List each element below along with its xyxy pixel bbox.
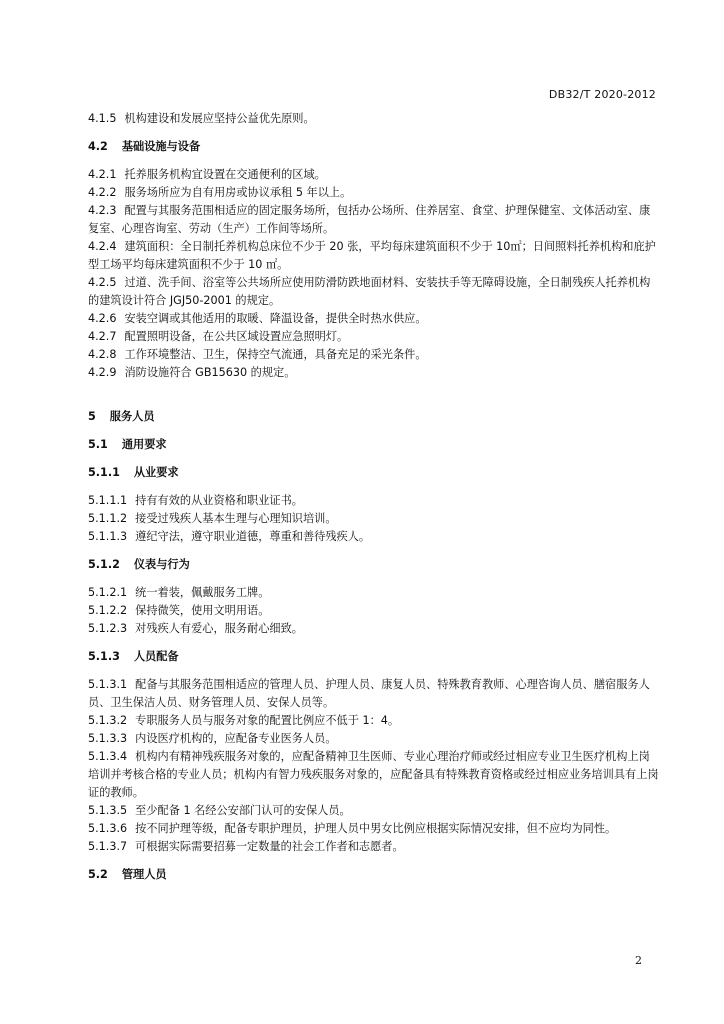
clause-text: 基础设施与设备 xyxy=(121,140,201,153)
clause-paragraph xyxy=(88,346,660,364)
clause-paragraph xyxy=(88,310,660,328)
section-heading xyxy=(88,464,660,482)
clause-text: 机构建设和发展应坚持公益优先原则。 xyxy=(124,112,315,125)
clause-text: 按不同护理等级，配备专职护理员，护理人员中男女比例应根据实际情况安排，但不应均为同性。 xyxy=(135,822,617,835)
clause-paragraph xyxy=(88,676,660,712)
clause-number: 5.2 xyxy=(88,868,108,881)
clause-text: 服务场所应为自有用房或协议承租 5 年以上。 xyxy=(124,186,352,199)
section-heading xyxy=(88,138,660,156)
clause-number: 5 xyxy=(88,410,96,423)
clause-number: 5.1.1.2 xyxy=(88,512,128,525)
standard-code-header: DB32/T 2020-2012 xyxy=(548,88,656,101)
clause-text: 工作环境整洁、卫生，保持空气流通，具备充足的采光条件。 xyxy=(124,348,427,361)
clause-text: 仪表与行为 xyxy=(133,558,190,571)
clause-text: 通用要求 xyxy=(121,438,167,451)
section-heading xyxy=(88,866,660,884)
clause-paragraph xyxy=(88,274,660,310)
clause-number: 4.2.1 xyxy=(88,168,117,181)
clause-paragraph xyxy=(88,110,660,128)
clause-text: 专职服务人员与服务对象的配置比例应不低于 1：4。 xyxy=(135,714,400,727)
clause-paragraph xyxy=(88,730,660,748)
clause-paragraph xyxy=(88,492,660,510)
clause-number: 5.1.3.3 xyxy=(88,732,128,745)
chapter-heading xyxy=(88,408,660,426)
clause-text: 可根据实际需要招募一定数量的社会工作者和志愿者。 xyxy=(135,840,404,853)
clause-text: 过道、洗手间、浴室等公共场所应使用防滑防跌地面材料、安装扶手等无障碍设施，全日制残疾人托养机构的建筑设计符合 JGJ50-2001 的规定。 xyxy=(88,276,651,307)
clause-number: 5.1.3.1 xyxy=(88,678,128,691)
clause-paragraph xyxy=(88,510,660,528)
clause-text: 对残疾人有爱心，服务耐心细致。 xyxy=(135,622,303,635)
clause-text: 机构内有精神残疾服务对象的，应配备精神卫生医师、专业心理治疗师或经过相应专业卫生医疗机构上岗培训并考核合格的专业人员；机构内有智力残疾服务对象的，应配备具有特殊教育资格或经过相应业务培训具有上岗证的教师。 xyxy=(88,750,659,799)
clause-text: 安装空调或其他适用的取暖、降温设备，提供全时热水供应。 xyxy=(124,312,427,325)
clause-number: 5.1.3.6 xyxy=(88,822,128,835)
clause-paragraph xyxy=(88,712,660,730)
clause-text: 服务人员 xyxy=(109,410,155,423)
clause-text: 统一着装，佩戴服务工牌。 xyxy=(135,586,270,599)
clause-number: 5.1.3.7 xyxy=(88,840,128,853)
clause-number: 5.1.1 xyxy=(88,466,120,479)
clause-text: 配置照明设备，在公共区域设置应急照明灯。 xyxy=(124,330,349,343)
clause-number: 4.2.2 xyxy=(88,186,117,199)
clause-number: 4.2.8 xyxy=(88,348,117,361)
clause-paragraph xyxy=(88,528,660,546)
clause-number: 4.2.6 xyxy=(88,312,117,325)
section-heading xyxy=(88,648,660,666)
clause-number: 4.1.5 xyxy=(88,112,117,125)
clause-paragraph xyxy=(88,328,660,346)
clause-text: 配备与其服务范围相适应的管理人员、护理人员、康复人员、特殊教育教师、心理咨询人员、膳宿服务人员、卫生保洁人员、财务管理人员、安保人员等。 xyxy=(88,678,650,709)
document-body xyxy=(88,110,660,884)
clause-number: 5.1.2.2 xyxy=(88,604,128,617)
clause-paragraph xyxy=(88,238,660,274)
clause-text: 人员配备 xyxy=(133,650,179,663)
clause-text: 至少配备 1 名经公安部门认可的安保人员。 xyxy=(135,804,351,817)
clause-number: 5.1.3.4 xyxy=(88,750,128,763)
clause-number: 5.1.2 xyxy=(88,558,120,571)
clause-text: 从业要求 xyxy=(133,466,179,479)
clause-number: 4.2.9 xyxy=(88,366,117,379)
clause-paragraph xyxy=(88,364,660,382)
clause-number: 5.1.1.1 xyxy=(88,494,128,507)
clause-paragraph xyxy=(88,166,660,184)
clause-number: 4.2 xyxy=(88,140,108,153)
clause-paragraph xyxy=(88,820,660,838)
clause-number: 4.2.4 xyxy=(88,240,117,253)
clause-text: 持有有效的从业资格和职业证书。 xyxy=(135,494,303,507)
clause-number: 5.1.1.3 xyxy=(88,530,128,543)
section-heading xyxy=(88,556,660,574)
clause-paragraph xyxy=(88,602,660,620)
clause-text: 保持微笑，使用文明用语。 xyxy=(135,604,270,617)
clause-text: 接受过残疾人基本生理与心理知识培训。 xyxy=(135,512,337,525)
section-heading xyxy=(88,436,660,454)
clause-number: 5.1 xyxy=(88,438,108,451)
clause-number: 5.1.3.5 xyxy=(88,804,128,817)
clause-number: 4.2.5 xyxy=(88,276,117,289)
clause-paragraph xyxy=(88,838,660,856)
clause-paragraph xyxy=(88,184,660,202)
clause-text: 托养服务机构宜设置在交通便利的区域。 xyxy=(124,168,326,181)
clause-paragraph xyxy=(88,620,660,638)
clause-number: 5.1.3 xyxy=(88,650,120,663)
clause-text: 管理人员 xyxy=(121,868,167,881)
clause-paragraph xyxy=(88,584,660,602)
clause-paragraph xyxy=(88,202,660,238)
page-number: 2 xyxy=(635,954,642,967)
clause-number: 5.1.3.2 xyxy=(88,714,128,727)
clause-text: 内设医疗机构的，应配备专业医务人员。 xyxy=(135,732,337,745)
clause-number: 5.1.2.1 xyxy=(88,586,128,599)
clause-number: 4.2.3 xyxy=(88,204,117,217)
clause-text: 消防设施符合 GB15630 的规定。 xyxy=(124,366,296,379)
clause-paragraph xyxy=(88,802,660,820)
clause-paragraph xyxy=(88,748,660,802)
clause-number: 4.2.7 xyxy=(88,330,117,343)
clause-number: 5.1.2.3 xyxy=(88,622,128,635)
clause-text: 建筑面积：全日制托养机构总床位不少于 20 张，平均每床建筑面积不少于 10㎡；日间照料托养机构和庇护型工场平均每床建筑面积不少于 10 ㎡。 xyxy=(88,240,656,271)
clause-text: 配置与其服务范围相适应的固定服务场所，包括办公场所、住养居室、食堂、护理保健室、文体活动室、康复室、心理咨询室、劳动（生产）工作间等场所。 xyxy=(88,204,651,235)
clause-text: 遵纪守法，遵守职业道德，尊重和善待残疾人。 xyxy=(135,530,371,543)
